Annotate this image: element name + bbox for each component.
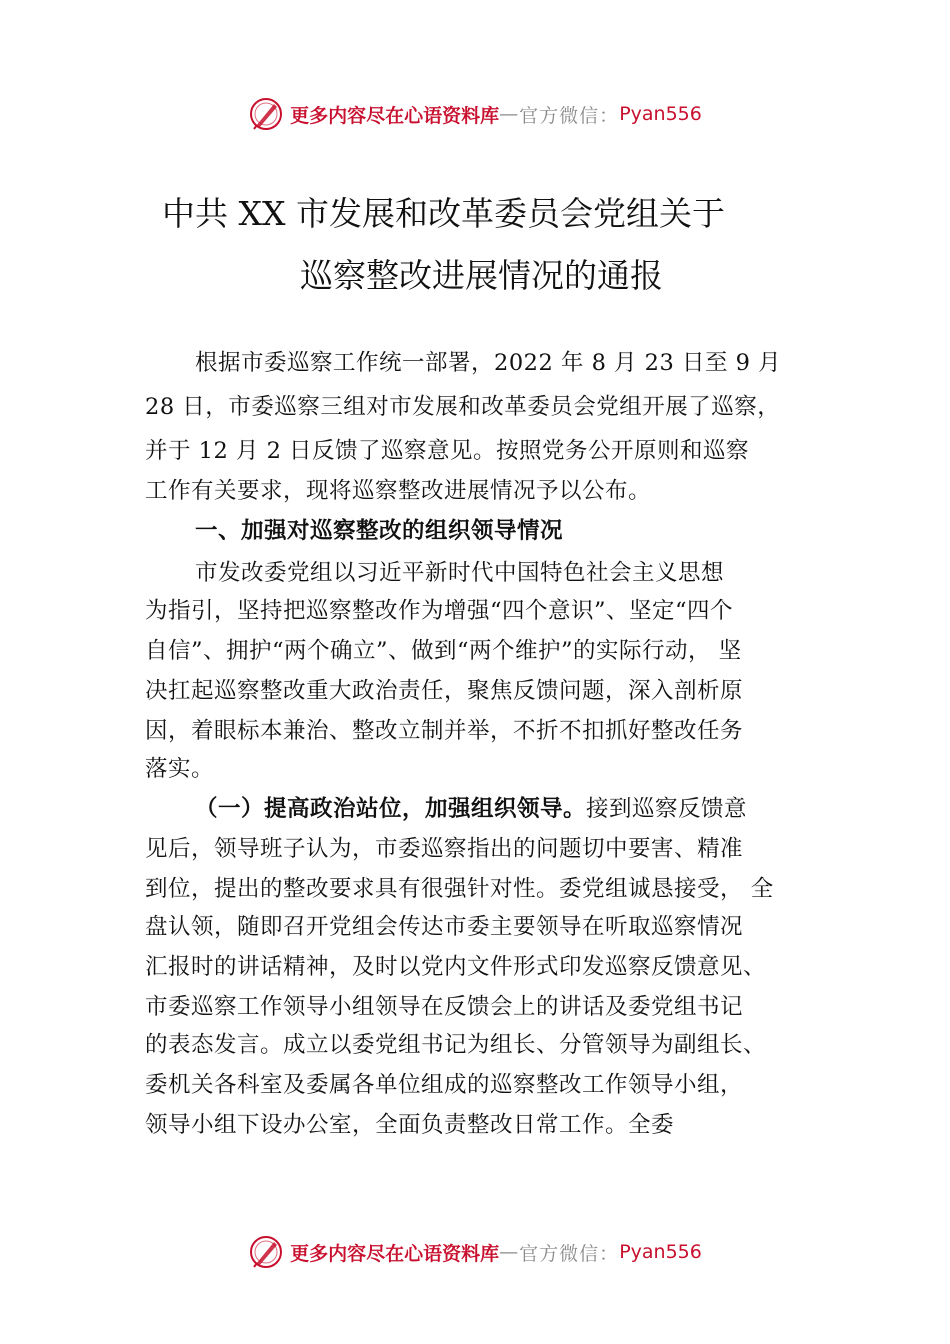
document-title-line-2: 巡察整改进展情况的通报: [300, 256, 663, 295]
header-banner: [0, 94, 950, 134]
banner-dash: —: [499, 103, 520, 125]
footer-wechat-handle: Pyan556: [619, 1241, 702, 1263]
p2-line-4: 汇报时的讲话精神，及时以党内文件形式印发巡察反馈意见、: [145, 954, 767, 980]
p2-line-8: 领导小组下设办公室，全面负责整改日常工作。全委: [145, 1112, 675, 1138]
p2-line-3: 盘认领，随即召开党组会传达市委主要领导在听取巡察情况: [145, 914, 744, 940]
quill-logo-icon: [248, 96, 284, 132]
p1-line-4: 决扛起巡察整改重大政治责任，聚焦反馈问题，深入剖析原: [145, 678, 744, 704]
p2-line-1: 见后，领导班子认为，市委巡察指出的问题切中要害、精准: [145, 836, 744, 862]
footer-wechat-label: 官方微信：: [519, 1242, 620, 1265]
p2-line-7: 委机关各科室及委属各单位组成的巡察整改工作领导小组，: [145, 1072, 744, 1098]
footer-promo-text: 更多内容尽在心语资料库: [290, 1242, 500, 1265]
section-heading-1: 一、加强对巡察整改的组织领导情况: [195, 518, 564, 544]
banner-promo-text: 更多内容尽在心语资料库: [290, 104, 500, 127]
quill-logo-icon: [248, 1234, 284, 1270]
banner-wechat-handle: Pyan556: [619, 103, 702, 125]
intro-line-2: 28 日，市委巡察三组对市发展和改革委员会党组开展了巡察，: [145, 394, 781, 420]
p2-line-5: 市委巡察工作领导小组领导在反馈会上的讲话及委党组书记: [145, 994, 744, 1020]
p1-line-1: 市发改委党组以习近平新时代中国特色社会主义思想: [195, 560, 725, 586]
p1-line-6: 落实。: [145, 756, 215, 782]
banner-wechat-label: 官方微信：: [519, 104, 620, 127]
sub1-heading: （一）提高政治站位，加强组织领导。: [195, 796, 587, 822]
p1-line-2: 为指引，坚持把巡察整改作为增强“四个意识”、坚定“四个: [145, 598, 734, 624]
footer-dash: —: [499, 1241, 520, 1263]
p2-line-6: 的表态发言。成立以委党组书记为组长、分管领导为副组长、: [145, 1032, 767, 1058]
p1-line-5: 因，着眼标本兼治、整改立制并举，不折不扣抓好整改任务: [145, 718, 744, 744]
footer-banner: [0, 1232, 950, 1272]
p2-line-2: 到位，提出的整改要求具有很强针对性。委党组诚恳接受， 全: [145, 876, 774, 902]
sub1-line-1: [195, 798, 747, 821]
intro-line-1: 根据市委巡察工作统一部署，2022 年 8 月 23 日至 9 月: [195, 350, 782, 376]
intro-line-4: 工作有关要求，现将巡察整改进展情况予以公布。: [145, 478, 652, 504]
intro-line-3: 并于 12 月 2 日反馈了巡察意见。按照党务公开原则和巡察: [145, 438, 750, 464]
p1-line-3: 自信”、拥护“两个确立”、做到“两个维护”的实际行动， 坚: [145, 638, 742, 664]
document-title-line-1: 中共 XX 市发展和改革委员会党组关于: [162, 194, 725, 233]
sub1-lead-text: 接到巡察反馈意: [586, 796, 748, 822]
